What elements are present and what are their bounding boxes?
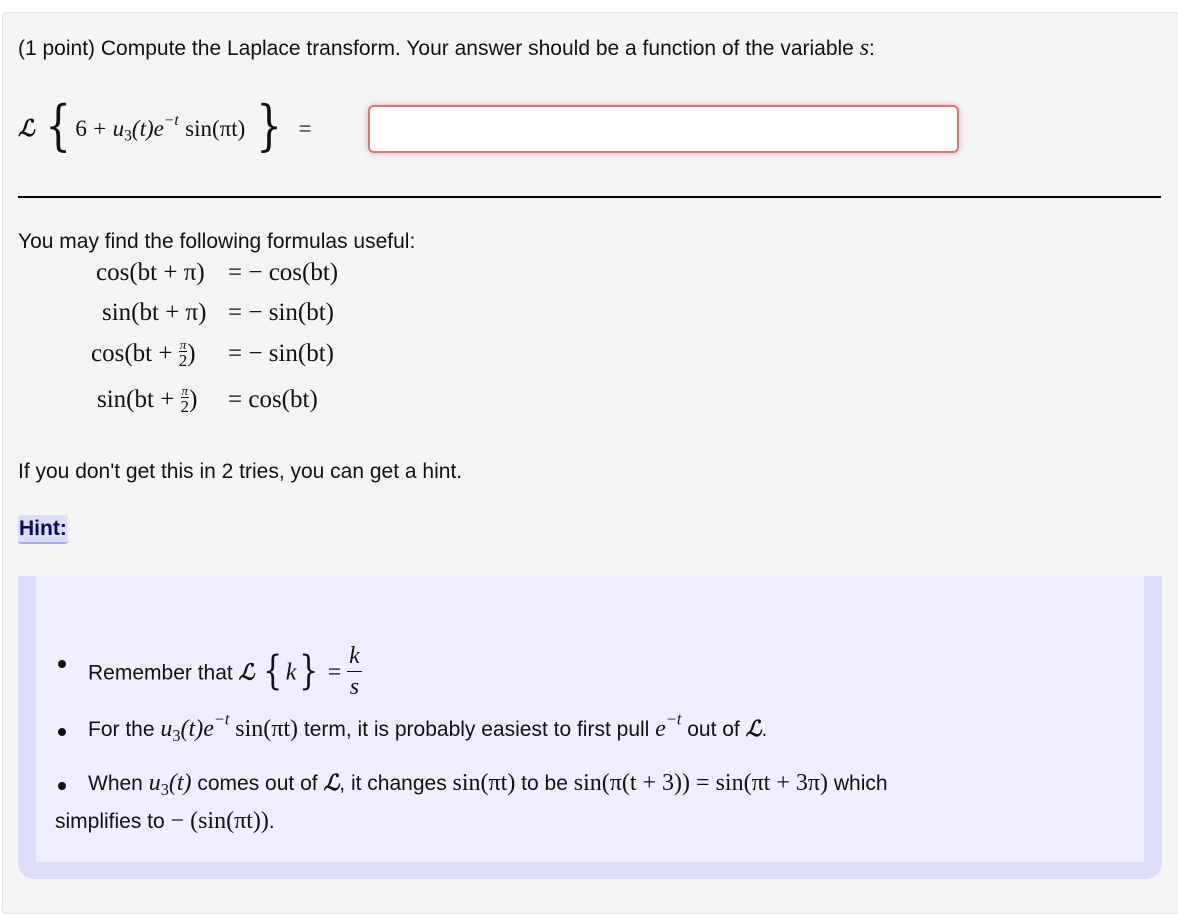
bullet-dot [58,728,66,736]
laplace-operator: ℒ [18,115,35,143]
laplace-expression [18,94,312,157]
close-brace: } [255,94,282,157]
points-label: (1 point) [18,37,96,60]
formula-4-rhs: = cos(bt) [228,386,318,413]
exp-term: $e^{-t}$ [153,112,179,142]
formula-3-rhs: = − sin(bt) [228,340,334,367]
bullet-dot [58,660,66,668]
problem-prompt [18,35,875,62]
hint-bullet-2: For the $u_3(t)e^{-t}$ sin(πt) term, it is probably easiest to first pull $e^{-t}$ out of ℒ. [88,709,768,745]
unit-step: $u_3$ [112,116,132,145]
answer-input[interactable] [368,105,959,153]
t-arg: (t) [131,116,154,142]
sin-term: sin(πt) [185,116,246,142]
formula-row-1: cos(bt + π) [96,259,205,286]
laplace-operator: ℒ [238,659,255,686]
bullet-dot [58,782,66,790]
formula-row-2: sin(bt + π) [102,299,207,326]
formula-row-3: cos(bt + $\frac{\pi}{2}$ ) [91,337,196,370]
formulas-intro: You may find the following formulas useful: [18,230,416,253]
open-brace: { [45,94,72,157]
equals-sign: = [298,116,312,142]
prompt-text: Compute the Laplace transform. Your answer should be a function of the variable [100,37,854,60]
prompt-colon: : [869,37,875,60]
variable-s: s [859,35,870,61]
hint-notice: If you don't get this in 2 tries, you can get a hint. [18,460,463,483]
hint-bullet-3: When $u_3(t)$ comes out of ℒ, it changes sin(πt) to be sin(π(t + 3)) = sin(πt + 3π) which [88,770,888,799]
formula-row-4: sin(bt + $\frac{\pi}{2}$ ) [97,383,198,416]
hint-bullet-3-cont: simplifies to − (sin(πt)). [55,808,275,834]
plus-sign: + [93,116,107,142]
divider [18,196,1161,198]
const-term: 6 [75,116,87,142]
formula-2-rhs: = − sin(bt) [228,299,334,326]
formula-1-rhs: = − cos(bt) [228,259,339,286]
hint-bullet-1: Remember that ℒ { k} = $\frac{k}{s}$ [88,643,360,701]
hint-toggle[interactable]: Hint: [18,515,68,544]
